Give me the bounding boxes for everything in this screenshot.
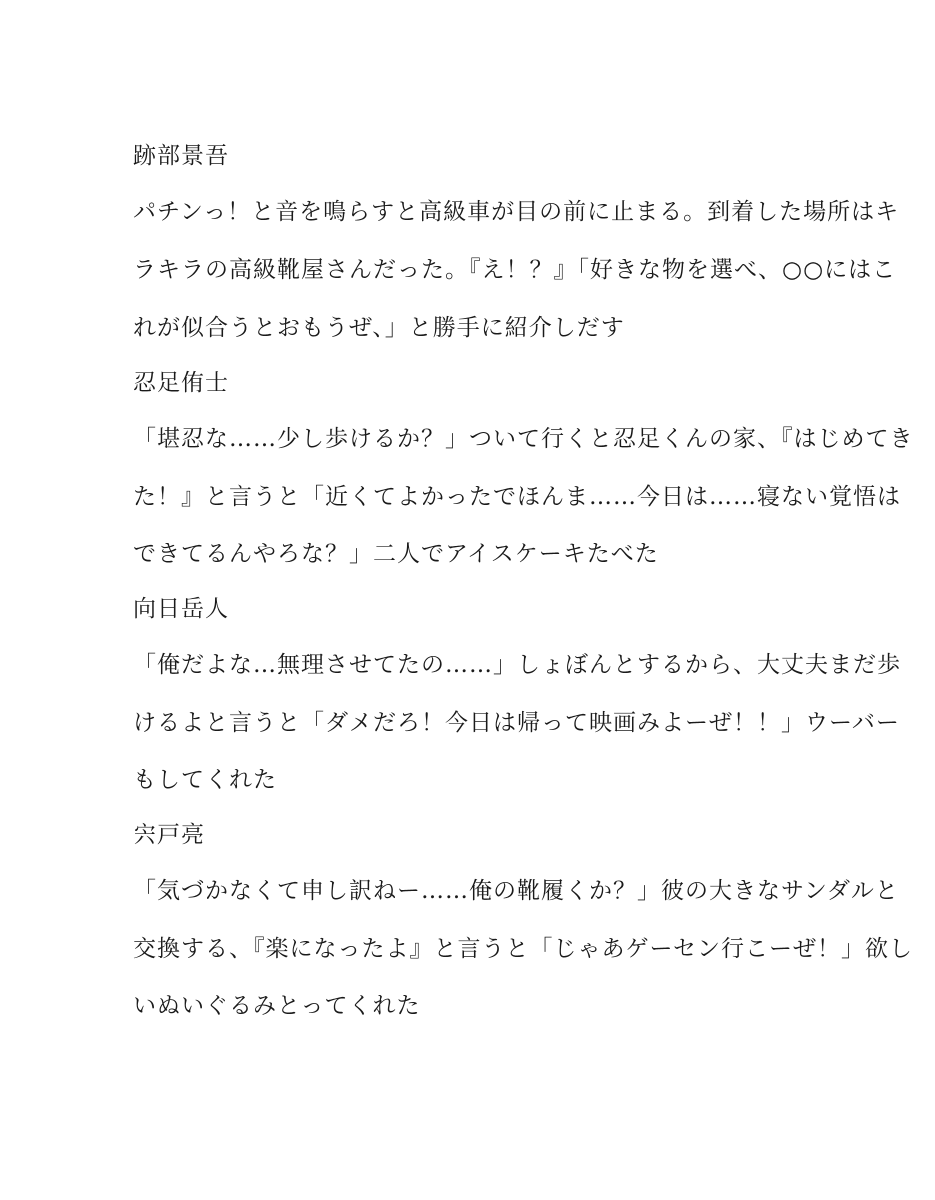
body-line: 交換する、『楽になったよ』と言うと「じゃあゲーセン行こーぜ！」欲し bbox=[133, 936, 914, 962]
body-line: パチンっ！と音を鳴らすと高級車が目の前に止まる。到着した場所はキ bbox=[133, 199, 900, 225]
body-line: いぬいぐるみとってくれた bbox=[133, 993, 421, 1019]
body-line: 「俺だよな…無理させてたの……」しょぼんとするから、大丈夫まだ歩 bbox=[133, 652, 901, 678]
body-line: できてるんやろな？」二人でアイスケーキたべた bbox=[133, 541, 659, 567]
body-line: 「気づかなくて申し訳ねー……俺の靴履くか？」彼の大きなサンダルと bbox=[133, 878, 899, 904]
body-line: 「堪忍な……少し歩けるか？」ついて行くと忍足くんの家、『はじめてき bbox=[133, 426, 914, 452]
body-line: もしてくれた bbox=[133, 767, 277, 793]
body-line: た！』と言うと「近くてよかったでほんま……今日は……寝ない覚悟は bbox=[133, 484, 901, 510]
section-heading: 忍足侑士 bbox=[133, 370, 229, 396]
section-heading: 向日岳人 bbox=[133, 596, 229, 622]
body-line: れが似合うとおもうぜ、」と勝手に紹介しだす bbox=[133, 315, 625, 341]
section-heading: 宍戸亮 bbox=[133, 822, 205, 848]
body-line: ラキラの高級靴屋さんだった。『え！？』「好きな物を選べ、○○にはこ bbox=[133, 257, 897, 283]
body-line: けるよと言うと「ダメだろ！今日は帰って映画みよーぜ！！」ウーバー bbox=[133, 710, 900, 736]
section-heading: 跡部景吾 bbox=[133, 143, 229, 169]
